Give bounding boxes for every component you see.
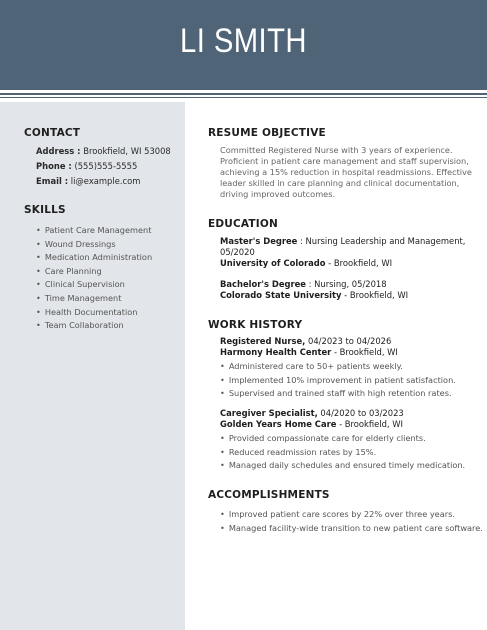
job-2-dates: 04/2020 to 03/2023: [317, 408, 404, 418]
objective-line: achieving a 15% reduction in hospital readmissions. Effective: [220, 167, 472, 177]
header-banner: [0, 0, 487, 90]
edu-1-degree-line: [220, 236, 465, 246]
edu-2-degree: Bachelor's Degree: [220, 279, 306, 289]
job-1-title: Registered Nurse,: [220, 336, 306, 346]
job-2-bullets: [220, 432, 465, 473]
skills-heading: SKILLS: [24, 204, 66, 216]
job-bullet: • Supervised and trained staff with high retention rates.: [220, 387, 456, 401]
accomplishment-item: • Managed facility-wide transition to new patient care software.: [220, 522, 483, 536]
work-heading: WORK HISTORY: [208, 319, 303, 331]
edu-2-school-line: [220, 290, 408, 300]
edu-1-date: 05/2020: [220, 247, 255, 257]
edu-1-location: - Brookfield, WI: [325, 258, 393, 268]
skill-item: • Team Collaboration: [36, 319, 152, 333]
contact-address: [36, 146, 171, 156]
phone-value: (555)555-5555: [74, 161, 138, 171]
job-bullet: • Provided compassionate care for elderly clients.: [220, 432, 465, 446]
objective-line: Committed Registered Nurse with 3 years of experience.: [220, 145, 453, 155]
objective-line: leader skilled in care planning and clinical documentation,: [220, 178, 460, 188]
email-label: Email :: [36, 176, 69, 186]
contact-phone: [36, 161, 137, 171]
job-1-dates: 04/2023 to 04/2026: [305, 336, 392, 346]
edu-1-school-line: [220, 258, 392, 268]
skill-item: • Medication Administration: [36, 251, 152, 265]
job-2-employer: Golden Years Home Care: [220, 419, 337, 429]
edu-1-degree: Master's Degree: [220, 236, 298, 246]
address-value: Brookfield, WI 53008: [83, 146, 171, 156]
job-1-location: - Brookfield, WI: [331, 347, 398, 357]
objective-text: [220, 145, 482, 200]
skill-item: • Time Management: [36, 292, 152, 306]
accomplishments-heading: ACCOMPLISHMENTS: [208, 489, 330, 501]
address-label: Address :: [36, 146, 81, 156]
skill-item: • Care Planning: [36, 265, 152, 279]
edu-2-field: : Nursing, 05/2018: [305, 279, 387, 289]
edu-1-school: University of Colorado: [220, 258, 326, 268]
accomplishments-list: [220, 508, 483, 535]
skill-item: • Health Documentation: [36, 306, 152, 320]
job-1-employer-line: [220, 347, 398, 357]
job-1-bullets: [220, 360, 456, 401]
header-rule-thin: [0, 97, 487, 98]
candidate-name: LI SMITH: [180, 22, 307, 60]
job-2-title: Caregiver Specialist,: [220, 408, 318, 418]
edu-2-degree-line: [220, 279, 387, 289]
objective-heading: RESUME OBJECTIVE: [208, 127, 326, 139]
contact-heading: CONTACT: [24, 127, 81, 139]
contact-email: [36, 176, 140, 186]
job-bullet: • Reduced readmission rates by 15%.: [220, 446, 465, 460]
job-1-employer: Harmony Health Center: [220, 347, 332, 357]
skill-item: • Clinical Supervision: [36, 278, 152, 292]
phone-label: Phone :: [36, 161, 72, 171]
job-bullet: • Managed daily schedules and ensured timely medication.: [220, 459, 465, 473]
edu-2-school: Colorado State University: [220, 290, 342, 300]
education-heading: EDUCATION: [208, 218, 279, 230]
objective-line: Proficient in patient care management and staff supervision,: [220, 156, 469, 166]
skills-list: [36, 224, 152, 333]
skill-item: • Patient Care Management: [36, 224, 152, 238]
objective-line: driving improved outcomes.: [220, 189, 336, 199]
job-bullet: • Implemented 10% improvement in patient satisfaction.: [220, 374, 456, 388]
job-2-employer-line: [220, 419, 403, 429]
job-1-title-line: [220, 336, 391, 346]
accomplishment-item: • Improved patient care scores by 22% over three years.: [220, 508, 483, 522]
edu-2-location: - Brookfield, WI: [341, 290, 409, 300]
header-rule-thick: [0, 93, 487, 95]
job-bullet: • Administered care to 50+ patients weekly.: [220, 360, 456, 374]
job-2-location: - Brookfield, WI: [336, 419, 404, 429]
email-value: li@example.com: [70, 176, 141, 186]
edu-1-field: : Nursing Leadership and Management,: [297, 236, 466, 246]
skill-item: • Wound Dressings: [36, 238, 152, 252]
job-2-title-line: [220, 408, 404, 418]
